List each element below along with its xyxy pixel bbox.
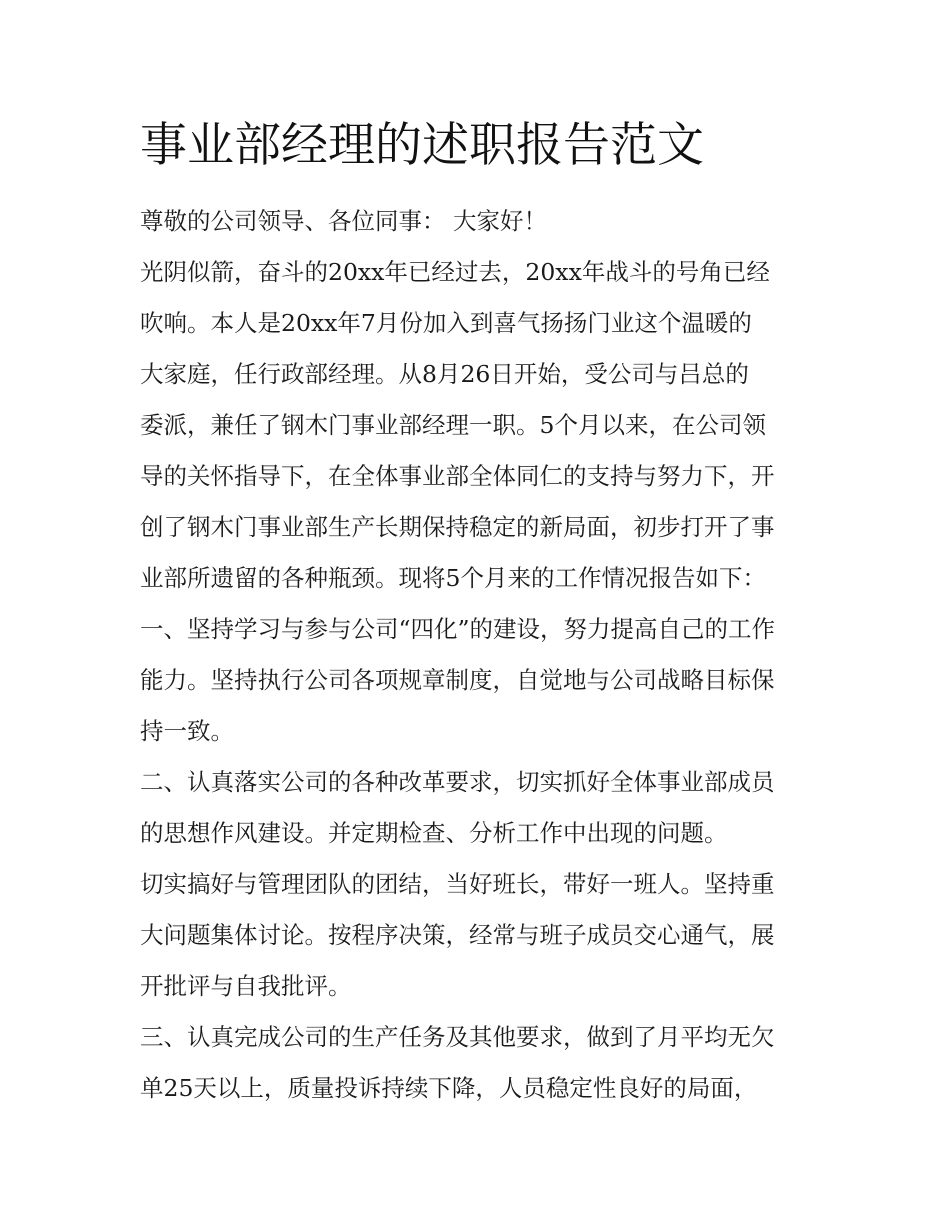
text-line: 持一致。 bbox=[140, 717, 234, 745]
text-line: 吹响。本人是20xx年7月份加入到喜气扬扬门业这个温暖的 bbox=[140, 309, 752, 337]
text-line: 的思想作风建设。并定期检查、分析工作中出现的问题。 bbox=[140, 819, 728, 847]
text-line: 切实搞好与管理团队的团结，当好班长，带好一班人。坚持重 bbox=[140, 870, 775, 898]
text-line: 大家庭，任行政部经理。从8月26日开始，受公司与吕总的 bbox=[140, 360, 749, 388]
text-line: 导的关怀指导下，在全体事业部全体同仁的支持与努力下，开 bbox=[140, 462, 775, 490]
text-line: 业部所遗留的各种瓶颈。现将5个月来的工作情况报告如下： bbox=[140, 564, 766, 592]
text-line: 创了钢木门事业部生产长期保持稳定的新局面，初步打开了事 bbox=[140, 513, 775, 541]
text-line: 一、坚持学习与参与公司“四化”的建设，努力提高自己的工作 bbox=[140, 615, 776, 643]
text-line: 光阴似箭，奋斗的20xx年已经过去，20xx年战斗的号角已经 bbox=[140, 258, 770, 286]
text-line: 尊敬的公司领导、各位同事： 大家好！ bbox=[140, 207, 547, 235]
text-line: 三、认真完成公司的生产任务及其他要求，做到了月平均无欠 bbox=[140, 1023, 775, 1051]
document-body bbox=[140, 196, 820, 1114]
document-title: 事业部经理的述职报告范文 bbox=[140, 118, 704, 173]
text-line: 单25天以上，质量投诉持续下降，人员稳定性良好的局面， bbox=[140, 1074, 758, 1102]
text-line: 委派，兼任了钢木门事业部经理一职。5个月以来，在公司领 bbox=[140, 411, 766, 439]
text-line: 大问题集体讨论。按程序决策，经常与班子成员交心通气，展 bbox=[140, 921, 775, 949]
text-line: 能力。坚持执行公司各项规章制度，自觉地与公司战略目标保 bbox=[140, 666, 775, 694]
text-line: 开批评与自我批评。 bbox=[140, 972, 352, 1000]
text-line: 二、认真落实公司的各种改革要求，切实抓好全体事业部成员 bbox=[140, 768, 775, 796]
